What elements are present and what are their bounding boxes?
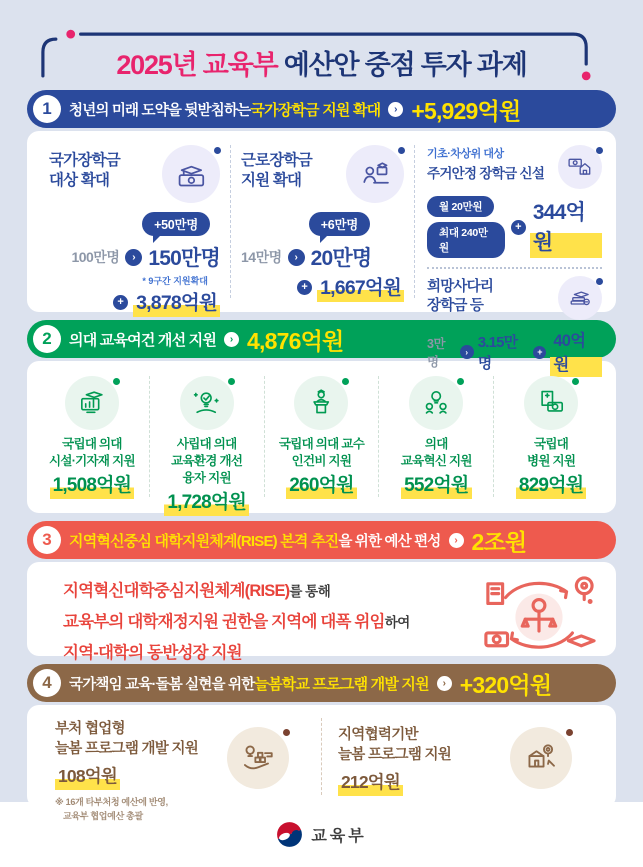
ministry-collab-block xyxy=(39,718,322,822)
medical-item xyxy=(150,376,265,513)
section-4-header xyxy=(27,664,616,702)
medical-item-label: 국립대 의대 교수 인건비 지원 xyxy=(278,437,365,468)
section-4-neulbom xyxy=(27,664,616,822)
chevron-right-icon: › xyxy=(288,249,305,266)
person-laptop-cap-icon xyxy=(346,145,404,203)
collab-footnote: ※ 16개 타부처청 예산에 반영, 교육부 협업예산 총괄 xyxy=(55,797,168,822)
section-1-amount: +5,929억원 xyxy=(411,97,521,124)
budget-amount: 1,508억원 xyxy=(50,470,135,499)
increase-bubble: +50만명 xyxy=(142,212,210,236)
section-4-number-badge: 4 xyxy=(33,669,61,697)
monthly-amount-pill: 월 20만원 xyxy=(427,196,494,217)
housing-hope-col xyxy=(415,145,604,374)
section-4-header-emphasis: 늘봄학교 프로그램 개발 지원 xyxy=(254,675,429,693)
national-scholarship-title: 국가장학금 대상 확대 xyxy=(49,152,120,190)
plus-circle-icon: + xyxy=(511,220,526,235)
chevron-right-circle-icon: › xyxy=(437,676,452,691)
hope-ladder-title: 희망사다리 장학금 등 xyxy=(427,279,494,314)
medical-item xyxy=(494,376,608,497)
chevron-right-icon: › xyxy=(460,345,474,359)
work-scholarship-col xyxy=(231,145,415,298)
taegeuk-government-logo-icon xyxy=(272,817,307,852)
ministry-name: 교육부 xyxy=(311,828,367,845)
section-2-number-badge: 2 xyxy=(33,325,61,353)
bulb-people-icon xyxy=(409,376,463,430)
section-2-header-emphasis: 의대 교육여건 개선 지원 xyxy=(69,331,217,349)
hands-bulb-blocks-icon xyxy=(227,727,289,789)
plus-circle-icon: + xyxy=(113,295,128,310)
plus-circle-icon: + xyxy=(297,280,312,295)
hospital-banknote-icon xyxy=(524,376,578,430)
collab-title: 부처 협업형 늘봄 프로그램 개발 지원 xyxy=(55,721,199,757)
page-title-highlight: 2025년 교육부 xyxy=(116,50,278,80)
budget-amount: 1,728억원 xyxy=(164,487,249,516)
after-value: 20만명 xyxy=(310,247,372,270)
banknote-grad-cap-icon xyxy=(162,145,220,203)
section-3-header-emphasis: 지역혁신중심 대학지원체계(RISE) 본격 추진 xyxy=(69,532,339,550)
budget-amount: 108억원 xyxy=(55,763,120,790)
budget-amount: 829억원 xyxy=(516,470,586,499)
section-3-card xyxy=(27,562,616,662)
medical-item-label: 사립대 의대 교육환경 개선 융자 지원 xyxy=(171,437,243,485)
before-value: 100만명 xyxy=(71,249,120,265)
medical-item-label: 국립대 병원 지원 xyxy=(526,437,576,468)
increase-bubble: +6만명 xyxy=(309,212,370,236)
rise-line: 지역혁신대학중심지원체계(RISE)를 통해 xyxy=(63,582,331,600)
chevron-right-icon: › xyxy=(125,249,142,266)
section-1-header-emphasis: 국가장학금 지원 확대 xyxy=(250,101,381,119)
section-1-number-badge: 1 xyxy=(33,95,61,123)
title-block xyxy=(29,28,614,84)
footnote: * 9구간 지원확대 xyxy=(142,276,208,286)
budget-amount: 3,878억원 xyxy=(133,287,220,317)
professor-podium-icon xyxy=(294,376,348,430)
section-2-card xyxy=(27,361,616,513)
section-3-header xyxy=(27,521,616,559)
section-3-number-badge: 3 xyxy=(33,526,61,554)
chevron-right-circle-icon: › xyxy=(224,332,239,347)
medical-item-label: 국립대 의대 시설·기자재 지원 xyxy=(48,437,135,468)
section-1-header xyxy=(27,90,616,128)
regional-title: 지역협력기반 늘봄 프로그램 지원 xyxy=(338,727,452,763)
page-title xyxy=(29,43,614,82)
budget-amount: 40억원 xyxy=(550,327,602,377)
section-3-amount: 2조원 xyxy=(471,528,527,555)
before-value: 14만명 xyxy=(241,249,282,265)
books-grad-cap-icon xyxy=(558,276,602,320)
rise-ecosystem-cycle-icon xyxy=(480,572,598,650)
national-scholarship-col xyxy=(39,145,231,314)
section-4-amount: +320억원 xyxy=(459,671,552,698)
page-title-rest: 예산안 중점 투자 과제 xyxy=(277,50,527,80)
plus-circle-icon: + xyxy=(533,346,546,359)
work-scholarship-title: 근로장학금 지원 확대 xyxy=(241,152,312,190)
chevron-right-circle-icon: › xyxy=(388,102,403,117)
max-amount-pill: 최대 240만원 xyxy=(427,222,505,258)
school-pin-pencil-icon xyxy=(510,727,572,789)
section-4-header-text: 국가책임 교육·돌봄 실현을 위한 xyxy=(69,676,255,693)
regional-collab-block xyxy=(322,718,604,795)
house-banknote-icon xyxy=(558,145,602,189)
housing-title: 주거안정 장학금 신설 xyxy=(427,166,545,181)
after-value: 3.15만명 xyxy=(477,334,518,372)
section-3-header-text: 을 위한 예산 편성 xyxy=(338,533,441,550)
rise-line: 교육부의 대학재정지원 권한을 지역에 대폭 위임하여 xyxy=(63,613,410,631)
medical-item-label: 의대 교육혁신 지원 xyxy=(400,437,472,468)
chevron-right-circle-icon: › xyxy=(449,533,464,548)
medical-item xyxy=(35,376,150,497)
budget-amount: 552억원 xyxy=(401,470,471,499)
dotted-divider xyxy=(427,267,602,269)
medical-item xyxy=(379,376,494,497)
medical-item xyxy=(265,376,380,497)
budget-amount: 1,667억원 xyxy=(317,272,404,302)
section-4-card xyxy=(27,705,616,822)
section-3-rise xyxy=(27,521,616,662)
bulb-check-book-icon xyxy=(180,376,234,430)
section-2-amount: 4,876억원 xyxy=(247,327,344,354)
section-1-header-text: 청년의 미래 도약을 뒷받침하는 xyxy=(69,102,251,119)
budget-amount: 212억원 xyxy=(338,769,403,796)
housing-subtitle: 기초·차상위 대상 xyxy=(427,148,504,160)
rise-line: 지역-대학의 동반성장 지원 xyxy=(63,644,242,662)
budget-amount: 260억원 xyxy=(286,470,356,499)
budget-amount: 344억원 xyxy=(530,196,602,258)
monitor-growth-cap-icon xyxy=(65,376,119,430)
before-value: 3만명 xyxy=(427,337,446,369)
after-value: 150만명 xyxy=(148,247,220,270)
